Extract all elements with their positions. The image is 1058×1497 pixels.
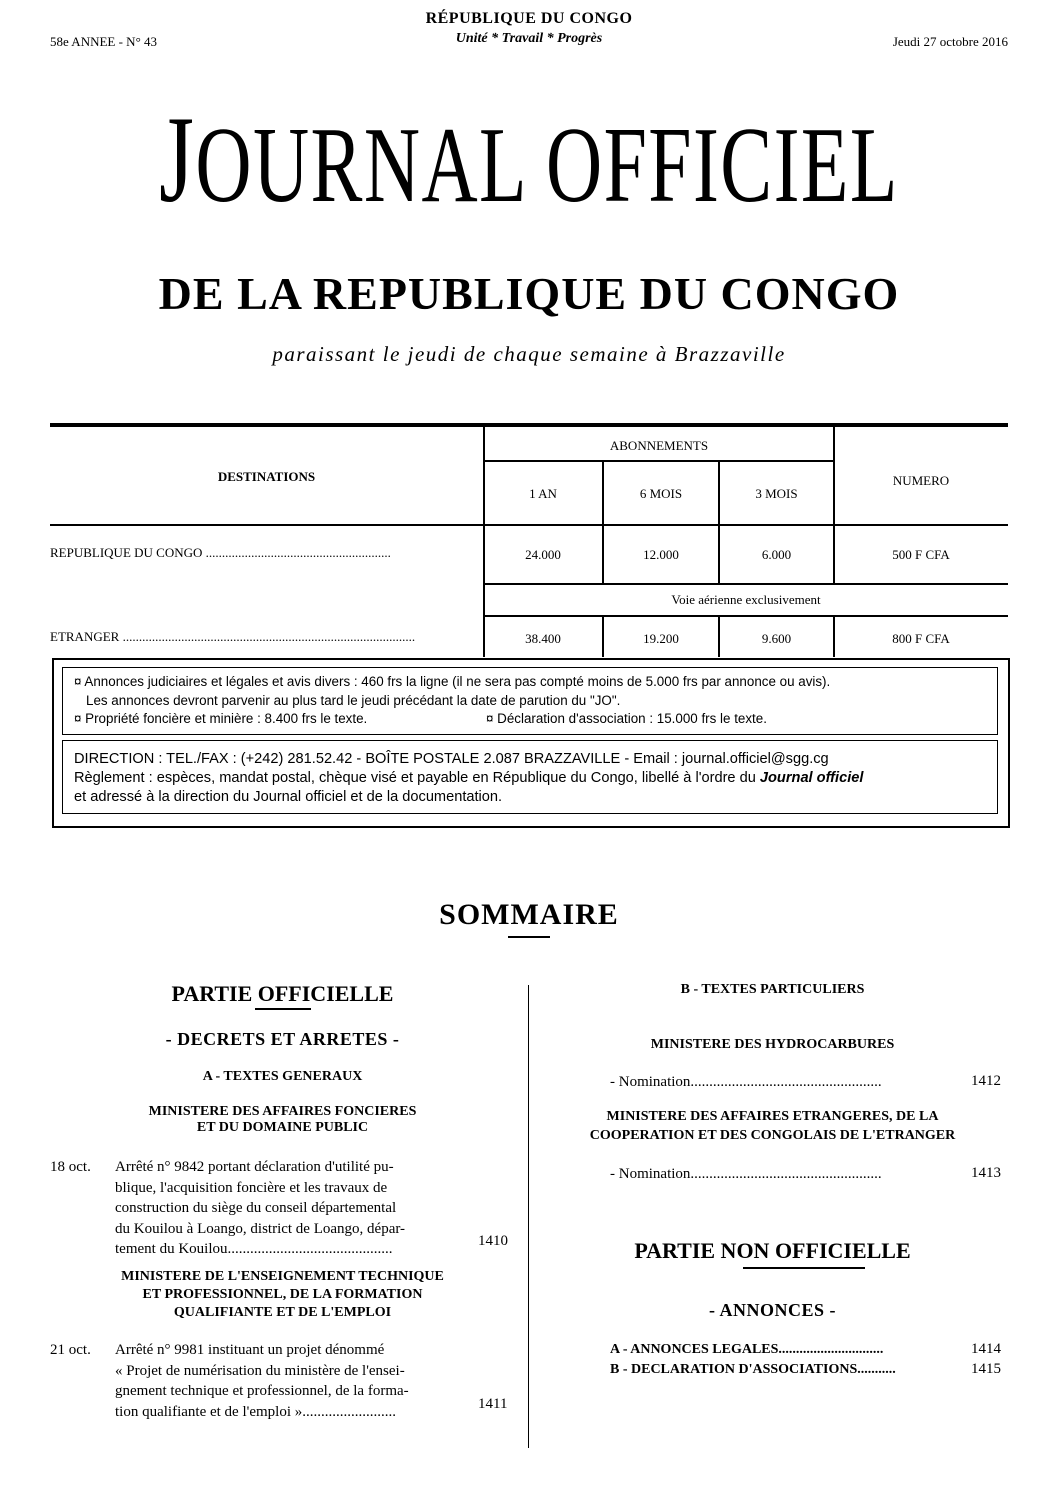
notice-line-2: Les annonces devront parvenir au plus tard le jeudi précédant la date de parution du "JO". — [86, 693, 621, 708]
numero-etranger: 800 F CFA — [892, 631, 950, 646]
ministry-affaires-etrangeres — [540, 1107, 1005, 1145]
toc-entry-arrete-9842[interactable] — [115, 1157, 460, 1260]
ministry-affaires-foncieres — [50, 1104, 515, 1136]
page-number: 1411 — [478, 1396, 508, 1412]
entry-line: Arrêté n° 9981 instituant un projet dénommé — [115, 1342, 385, 1358]
entry-line: construction du siège du conseil départemental — [115, 1200, 397, 1216]
page-number: 1414 — [971, 1341, 1001, 1357]
republic-name: RÉPUBLIQUE DU CONGO — [425, 10, 633, 27]
price-congo-6mois: 12.000 — [643, 547, 679, 562]
issue-date: Jeudi 27 octobre 2016 — [892, 34, 1008, 49]
toc-entry-nomination-hydrocarbures[interactable]: - Nomination................................................... — [610, 1074, 882, 1090]
air-note: Voie aérienne exclusivement — [671, 592, 821, 607]
journal-subtitle: DE LA REPUBLIQUE DU CONGO — [158, 268, 900, 319]
payment-text: Règlement : espèces, mandat postal, chèque visé et payable en République du Congo, libellé à l'ordre du — [74, 770, 760, 786]
price-etranger-6mois: 19.200 — [643, 631, 679, 646]
table-header-rule — [50, 524, 1008, 526]
page-number: 1410 — [478, 1233, 508, 1249]
journal-title — [148, 91, 910, 228]
textes-particuliers: B - TEXTES PARTICULIERS — [680, 982, 865, 997]
toc-entry-arrete-9981[interactable] — [115, 1340, 460, 1422]
price-etranger-3mois: 9.600 — [761, 631, 792, 646]
sommaire-rule — [508, 936, 550, 938]
period-1an: 1 AN — [529, 486, 557, 501]
table-top-rule — [50, 423, 1008, 427]
entry-line: « Projet de numérisation du ministère de l'ensei- — [115, 1362, 405, 1379]
page-number: 1412 — [971, 1073, 1001, 1089]
journal-tagline: paraissant le jeudi de chaque semaine à Brazzaville — [272, 342, 786, 366]
ministry-line: MINISTERE DE L'ENSEIGNEMENT TECHNIQUE — [121, 1269, 444, 1284]
period-6mois: 6 MOIS — [639, 486, 683, 501]
column-divider — [528, 985, 529, 1448]
payment-journal-name: Journal officiel — [759, 770, 864, 786]
ministry-line: ET DU DOMAINE PUBLIC — [196, 1120, 369, 1135]
direction-payment — [74, 770, 863, 786]
ministry-hydrocarbures: MINISTERE DES HYDROCARBURES — [650, 1037, 895, 1052]
numero-congo: 500 F CFA — [892, 547, 950, 562]
row1-rule — [484, 583, 1008, 585]
page-number: 1413 — [971, 1165, 1001, 1181]
entry-line: gnement technique et professionnel, de la forma- — [115, 1383, 409, 1399]
page-number: 1415 — [971, 1361, 1001, 1377]
air-rule — [484, 615, 1008, 617]
partie-non-officielle-rule — [743, 1267, 865, 1269]
notice-line-3a: ¤ Propriété foncière et minière : 8.400 frs le texte. — [74, 711, 368, 726]
price-etranger-1an: 38.400 — [525, 631, 561, 646]
destinations-header: DESTINATIONS — [217, 469, 316, 484]
price-congo-3mois: 6.000 — [761, 547, 792, 562]
entry-date: 21 oct. — [50, 1342, 91, 1358]
entry-line: Arrêté n° 9842 portant déclaration d'utilité pu- — [115, 1159, 394, 1175]
issue-number: 58e ANNEE - N° 43 — [50, 34, 158, 49]
entry-line: tement du Kouilou............................................ — [115, 1241, 393, 1257]
entry-line: blique, l'acquisition foncière et les travaux de — [115, 1179, 388, 1196]
ministry-line: COOPERATION ET DES CONGOLAIS DE L'ETRANGER — [589, 1128, 956, 1143]
toc-entry-annonces-legales[interactable]: A - ANNONCES LEGALES.............................. — [610, 1342, 884, 1357]
destination-congo: REPUBLIQUE DU CONGO ......................................................... — [50, 545, 391, 560]
ministry-line: MINISTERE DES AFFAIRES ETRANGERES, DE LA — [606, 1109, 939, 1124]
destination-etranger: ETRANGER .......................................................................................... — [50, 629, 416, 644]
partie-officielle: PARTIE OFFICIELLE — [171, 981, 394, 1006]
title-initial: J — [159, 91, 196, 228]
ministry-line: ET PROFESSIONNEL, DE LA FORMATION — [142, 1287, 423, 1302]
notice-line-3b: ¤ Déclaration d'association : 15.000 frs le texte. — [486, 711, 767, 726]
numero-header: NUMERO — [892, 473, 950, 488]
decrets-arretes: - DECRETS ET ARRETES - — [165, 1029, 400, 1049]
abonnements-header: ABONNEMENTS — [609, 438, 709, 453]
motto: Unité * Travail * Progrès — [455, 31, 603, 46]
notice-line-1: ¤ Annonces judiciaires et légales et avis divers : 460 frs la ligne (il ne sera pas compté moins de 5.000 frs par annonce ou avis). — [74, 674, 831, 689]
ministry-line: MINISTERE DES AFFAIRES FONCIERES — [148, 1104, 417, 1119]
direction-contact: DIRECTION : TEL./FAX : (+242) 281.52.42 - BOÎTE POSTALE 2.087 BRAZZAVILLE - Email : journal.officiel@sgg.cg — [74, 751, 829, 767]
toc-entry-declaration-associations[interactable]: B - DECLARATION D'ASSOCIATIONS........... — [610, 1362, 896, 1377]
partie-non-officielle: PARTIE NON OFFICIELLE — [634, 1238, 911, 1263]
direction-address: et adressé à la direction du Journal officiel et de la documentation. — [74, 789, 503, 805]
entry-line: du Kouilou à Loango, district de Loango, dépar- — [115, 1220, 406, 1237]
partie-officielle-rule — [255, 1008, 311, 1010]
title-rest: OURNAL OFFICIEL — [195, 106, 899, 225]
period-3mois: 3 MOIS — [755, 486, 798, 501]
toc-entry-nomination-affaires-etrangeres[interactable]: - Nomination................................................... — [610, 1166, 882, 1182]
abonnements-rule — [484, 460, 834, 462]
entry-line: tion qualifiante et de l'emploi »......................... — [115, 1403, 396, 1420]
ministry-line: QUALIFIANTE ET DE L'EMPLOI — [173, 1305, 392, 1320]
col-divider-1 — [483, 426, 485, 657]
price-congo-1an: 24.000 — [525, 547, 561, 562]
annonces-heading: - ANNONCES - — [708, 1300, 836, 1320]
sommaire-title: SOMMAIRE — [439, 898, 619, 931]
entry-date: 18 oct. — [50, 1159, 91, 1175]
ministry-enseignement-technique — [50, 1268, 515, 1322]
textes-generaux: A - TEXTES GENERAUX — [202, 1069, 363, 1084]
